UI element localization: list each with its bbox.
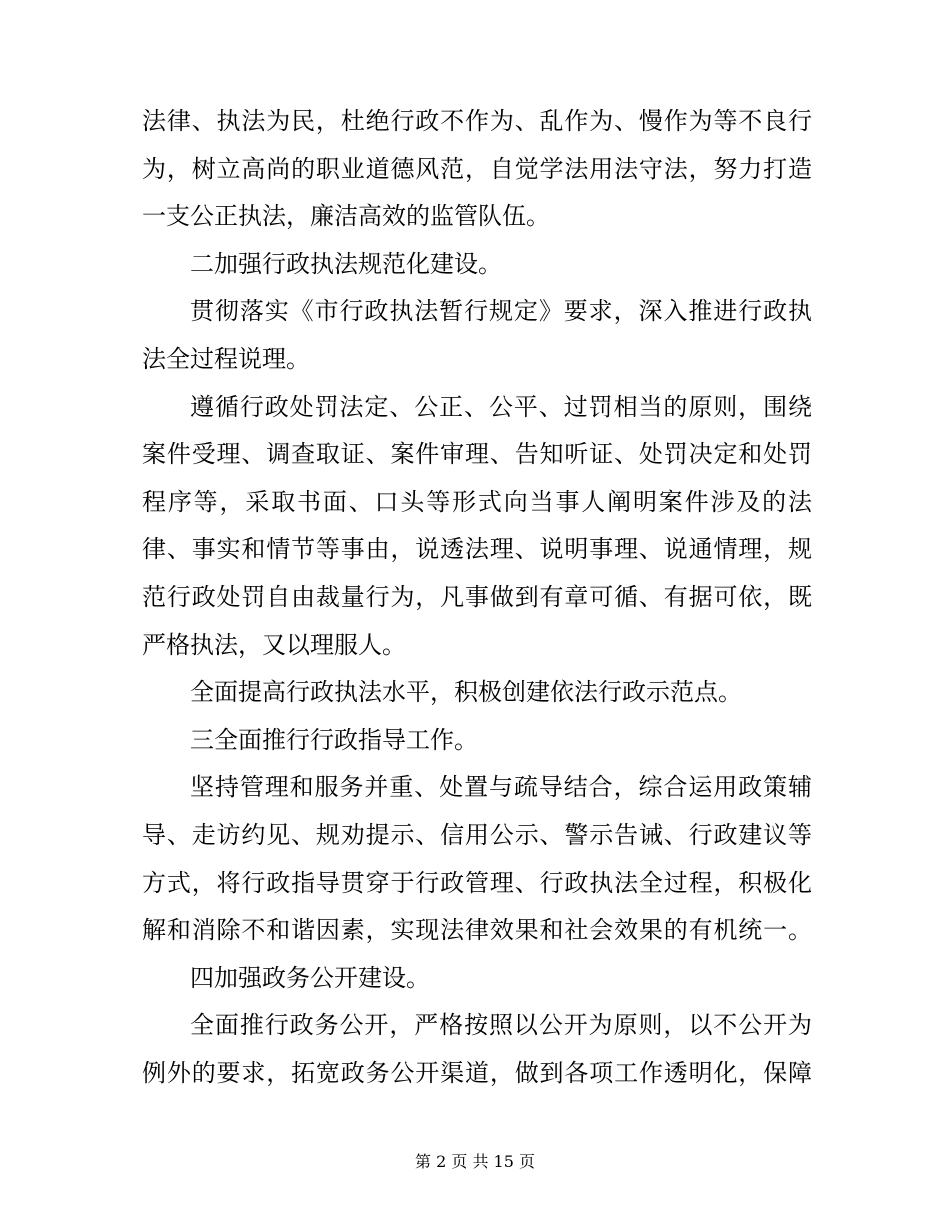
text-line: 全面推行政务公开，严格按照以公开为原则，以不公开为 xyxy=(190,1011,812,1040)
text-line: 例外的要求，拓宽政务公开渠道，做到各项工作透明化，保障 xyxy=(142,1058,812,1087)
text-line: 三全面推行行政指导工作。 xyxy=(190,725,478,754)
text-line: 贯彻落实《市行政执法暂行规定》要求，深入推进行政执 xyxy=(190,297,812,326)
text-line: 程序等，采取书面、口头等形式向当事人阐明案件涉及的法 xyxy=(142,487,812,516)
text-line: 法律、执法为民，杜绝行政不作为、乱作为、慢作为等不良行 xyxy=(142,107,812,135)
page-footer: 第 2 页 共 15 页 xyxy=(415,1152,535,1171)
text-line: 二加强行政执法规范化建设。 xyxy=(190,249,502,278)
text-line: 法全过程说理。 xyxy=(142,344,310,373)
text-line: 遵循行政处罚法定、公正、公平、过罚相当的原则，围绕 xyxy=(190,392,812,421)
text-line: 解和消除不和谐因素，实现法律效果和社会效果的有机统一。 xyxy=(142,916,812,945)
text-line: 范行政处罚自由裁量行为，凡事做到有章可循、有据可依，既 xyxy=(142,582,812,611)
text-line: 严格执法，又以理服人。 xyxy=(142,630,406,659)
text-line: 全面提高行政执法水平，积极创建依法行政示范点。 xyxy=(190,678,742,707)
text-line: 案件受理、调查取证、案件审理、告知听证、处罚决定和处罚 xyxy=(142,440,812,469)
text-line: 一支公正执法，廉洁高效的监管队伍。 xyxy=(142,202,550,231)
body-text xyxy=(142,98,812,1097)
text-line: 四加强政务公开建设。 xyxy=(190,963,430,992)
text-line: 方式，将行政指导贯穿于行政管理、行政执法全过程，积极化 xyxy=(142,868,812,897)
text-line: 坚持管理和服务并重、处置与疏导结合，综合运用政策辅 xyxy=(190,773,812,802)
text-line: 律、事实和情节等事由，说透法理、说明事理、说通情理，规 xyxy=(142,535,812,564)
text-line: 为，树立高尚的职业道德风范，自觉学法用法守法，努力打造 xyxy=(142,154,812,183)
text-line: 导、走访约见、规劝提示、信用公示、警示告诫、行政建议等 xyxy=(142,820,812,849)
